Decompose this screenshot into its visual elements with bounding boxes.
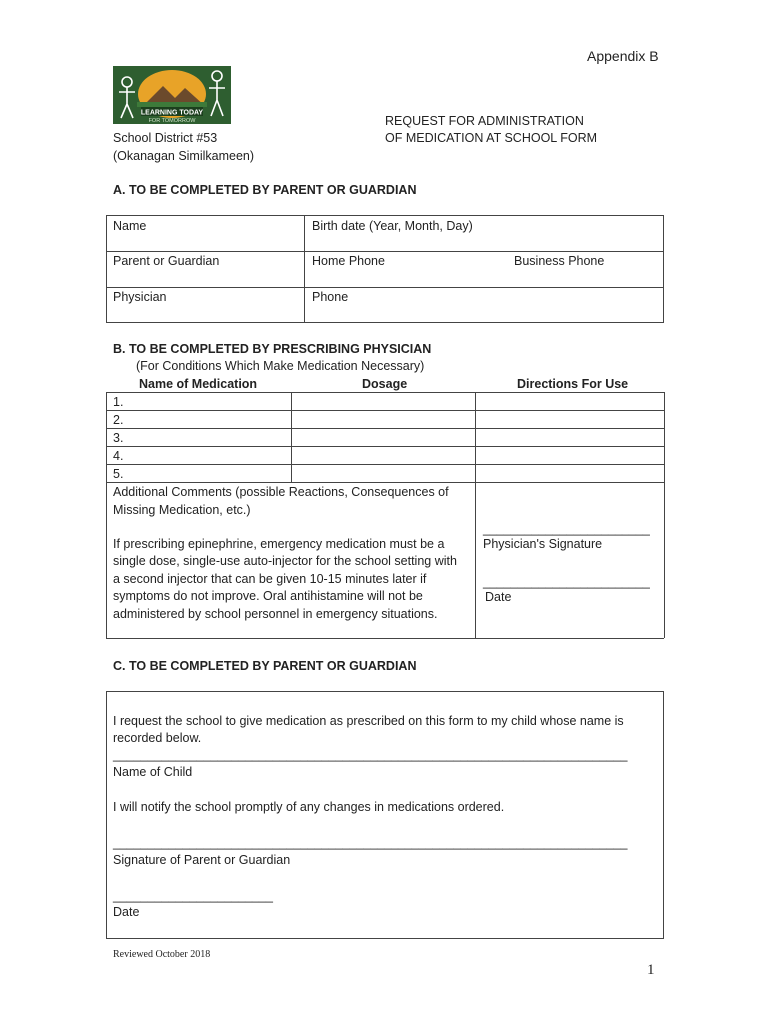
- medication-row-number: 2.: [113, 413, 124, 427]
- parent-date-line: _______________________: [113, 889, 273, 903]
- additional-comments-label-cont: Missing Medication, etc.): [113, 503, 251, 517]
- name-field-label: Name: [113, 219, 147, 233]
- medication-row-number: 4.: [113, 449, 124, 463]
- medication-row-number: 3.: [113, 431, 124, 445]
- epinephrine-note-line: symptoms do not improve. Oral antihistamine will not be: [113, 589, 423, 603]
- divider: [106, 428, 664, 429]
- column-header-directions: Directions For Use: [517, 377, 629, 391]
- page-number: 1: [647, 962, 655, 978]
- consent-text: I request the school to give medication as prescribed on this form to my child whose name is: [113, 714, 624, 728]
- divider: [304, 215, 305, 323]
- divider: [106, 410, 664, 411]
- logo-graphic: [113, 66, 231, 124]
- business-phone-field-label: Business Phone: [514, 254, 605, 268]
- physician-field-label: Physician: [113, 290, 167, 304]
- divider: [106, 392, 664, 393]
- parent-signature-label: Signature of Parent or Guardian: [113, 853, 291, 867]
- birth-date-field-label: Birth date (Year, Month, Day): [312, 219, 473, 233]
- section-c-heading: C. TO BE COMPLETED BY PARENT OR GUARDIAN: [113, 659, 417, 673]
- divider: [106, 638, 664, 639]
- divider: [106, 287, 664, 288]
- physician-signature-label: Physician's Signature: [483, 537, 603, 551]
- form-title-line1: REQUEST FOR ADMINISTRATION: [385, 114, 584, 128]
- district-region: (Okanagan Similkameen): [113, 149, 255, 163]
- parent-date-label: Date: [113, 905, 140, 919]
- medication-row-number: 5.: [113, 467, 124, 481]
- reviewed-date: Reviewed October 2018: [113, 949, 211, 960]
- appendix-label: Appendix B: [587, 48, 659, 64]
- logo-banner: LEARNING TODAY: [140, 109, 204, 117]
- divider: [291, 392, 292, 482]
- epinephrine-note-line: administered by school personnel in emergency situations.: [113, 607, 438, 621]
- form-title-line2: OF MEDICATION AT SCHOOL FORM: [385, 131, 598, 145]
- divider: [106, 392, 107, 638]
- phone-field-label: Phone: [312, 290, 349, 304]
- home-phone-field-label: Home Phone: [312, 254, 385, 268]
- divider: [664, 392, 665, 638]
- parent-field-label: Parent or Guardian: [113, 254, 220, 268]
- divider: [475, 392, 476, 638]
- epinephrine-note-line: If prescribing epinephrine, emergency medication must be a: [113, 537, 445, 551]
- epinephrine-note-line: a second injector that can be given 10-15 minutes later if: [113, 572, 427, 586]
- notify-statement: I will notify the school promptly of any changes in medications ordered.: [113, 800, 505, 814]
- parent-signature-line: __________________________________________________________________________: [113, 836, 628, 850]
- divider: [106, 446, 664, 447]
- physician-signature-line: ________________________: [483, 522, 650, 536]
- column-header-dosage: Dosage: [362, 377, 408, 391]
- district-name: School District #53: [113, 131, 218, 145]
- district-logo: [113, 66, 231, 124]
- column-header-medication: Name of Medication: [139, 377, 258, 391]
- child-name-line: __________________________________________________________________________: [113, 748, 628, 762]
- physician-date-label: Date: [485, 590, 512, 604]
- section-b-heading: B. TO BE COMPLETED BY PRESCRIBING PHYSICIAN: [113, 342, 432, 356]
- epinephrine-note-line: single dose, single-use auto-injector for the school setting with: [113, 554, 457, 568]
- child-name-label: Name of Child: [113, 765, 193, 779]
- section-a-heading: A. TO BE COMPLETED BY PARENT OR GUARDIAN: [113, 183, 417, 197]
- consent-text-cont: recorded below.: [113, 731, 202, 745]
- section-b-subheading: (For Conditions Which Make Medication Necessary): [136, 359, 425, 373]
- logo-tagline: FOR TOMORROW: [148, 118, 196, 124]
- medication-row-number: 1.: [113, 395, 124, 409]
- additional-comments-label: Additional Comments (possible Reactions, Consequences of: [113, 485, 449, 499]
- physician-date-line: ________________________: [483, 575, 650, 589]
- divider: [106, 464, 664, 465]
